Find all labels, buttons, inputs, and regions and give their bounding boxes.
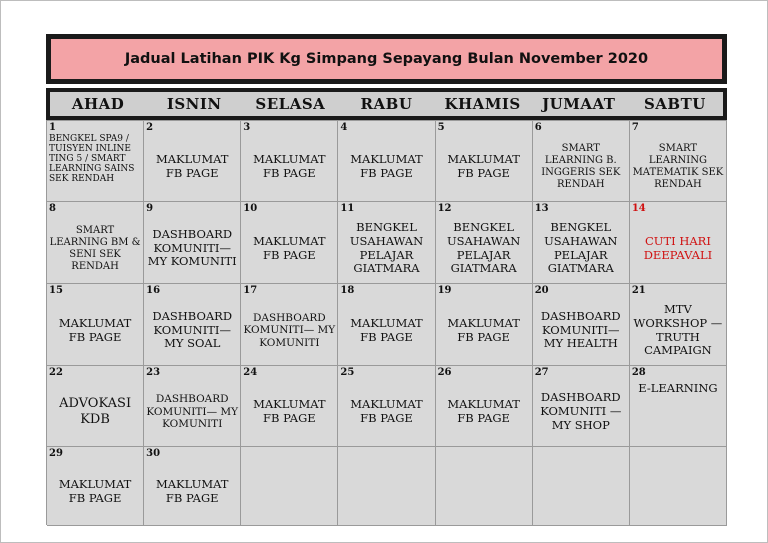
event-text: E-LEARNING bbox=[638, 381, 718, 395]
event-text: BENGKEL SPA9 / TUISYEN INLINE TING 5 / SMART LEARNING SAINS SEK RENDAH bbox=[49, 134, 135, 185]
calendar-cell bbox=[338, 284, 435, 366]
calendar-cell bbox=[630, 202, 727, 284]
event-text bbox=[338, 461, 434, 523]
day-header-sunday: AHAD bbox=[71, 95, 125, 113]
calendar-cell bbox=[436, 366, 533, 447]
calendar-cell bbox=[338, 366, 435, 447]
calendar-cell bbox=[630, 121, 727, 202]
event-text bbox=[436, 461, 532, 523]
weekday-header bbox=[46, 88, 727, 120]
schedule-title: Jadual Latihan PIK Kg Simpang Sepayang Bulan November 2020 bbox=[51, 39, 722, 79]
title-banner bbox=[46, 34, 727, 84]
date-number: 8 bbox=[49, 203, 56, 214]
calendar-cell-empty bbox=[338, 447, 435, 526]
date-number: 17 bbox=[243, 285, 258, 296]
holiday-text: CUTI HARI DEEPAVALI bbox=[643, 233, 713, 262]
calendar-cell bbox=[241, 284, 338, 366]
calendar-cell bbox=[338, 202, 435, 284]
date-number: 25 bbox=[340, 367, 355, 378]
event-text: ADVOKASI KDB bbox=[59, 396, 132, 427]
day-header-thursday: KHAMIS bbox=[444, 95, 521, 113]
date-number: 11 bbox=[340, 203, 355, 214]
date-number: 5 bbox=[437, 122, 445, 133]
event-text: BENGKEL USAHAWAN PELAJAR GIATMARA bbox=[544, 219, 618, 276]
event-text: MAKLUMAT FB PAGE bbox=[447, 152, 520, 180]
day-header-saturday: SABTU bbox=[643, 95, 706, 113]
day-header-friday: JUMAAT bbox=[542, 95, 616, 113]
event-text bbox=[533, 461, 629, 523]
date-number: 28 bbox=[631, 367, 646, 378]
calendar-cell bbox=[47, 447, 144, 526]
calendar-cell bbox=[436, 284, 533, 366]
event-text: SMART LEARNING B. INGGERIS SEK RENDAH bbox=[541, 143, 621, 190]
calendar-cell bbox=[533, 284, 630, 366]
calendar-cell bbox=[338, 121, 435, 202]
date-number: 14 bbox=[631, 203, 646, 214]
calendar-cell bbox=[630, 284, 727, 366]
date-number: 15 bbox=[49, 285, 63, 296]
calendar-cell bbox=[241, 202, 338, 284]
date-number: 4 bbox=[340, 122, 348, 133]
calendar-cell bbox=[144, 366, 241, 447]
date-number: 21 bbox=[631, 285, 646, 296]
date-number: 16 bbox=[146, 285, 161, 296]
event-text: MAKLUMAT FB PAGE bbox=[350, 397, 423, 425]
event-text: DASHBOARD KOMUNITI — MY SHOP bbox=[540, 390, 622, 432]
event-text: SMART LEARNING MATEMATIK SEK RENDAH bbox=[632, 143, 724, 190]
day-header-monday: ISNIN bbox=[166, 95, 222, 113]
calendar-cell bbox=[241, 366, 338, 447]
date-number: 19 bbox=[437, 285, 452, 296]
calendar-cell bbox=[533, 202, 630, 284]
event-text: SMART LEARNING BM & SENI SEK RENDAH bbox=[49, 224, 141, 272]
date-number: 13 bbox=[534, 203, 549, 214]
calendar-cell bbox=[630, 366, 727, 447]
day-header-wednesday: RABU bbox=[360, 95, 413, 113]
date-number: 12 bbox=[437, 203, 452, 214]
calendar-cell bbox=[47, 284, 144, 366]
calendar-grid bbox=[46, 120, 727, 525]
date-number: 30 bbox=[146, 448, 161, 459]
calendar-cell bbox=[533, 121, 630, 202]
date-number: 3 bbox=[243, 122, 251, 133]
event-text: MAKLUMAT FB PAGE bbox=[253, 152, 326, 180]
event-text: BENGKEL USAHAWAN PELAJAR GIATMARA bbox=[349, 219, 424, 276]
date-number: 1 bbox=[49, 122, 56, 133]
date-number: 10 bbox=[243, 203, 258, 214]
date-number: 29 bbox=[49, 448, 63, 459]
event-text: MAKLUMAT FB PAGE bbox=[58, 477, 132, 505]
date-number: 22 bbox=[49, 367, 63, 378]
date-number: 24 bbox=[243, 367, 258, 378]
calendar-cell bbox=[436, 202, 533, 284]
event-text: DASHBOARD KOMUNITI— MY SOAL bbox=[152, 308, 233, 351]
calendar-cell-empty bbox=[241, 447, 338, 526]
calendar-cell bbox=[144, 447, 241, 526]
calendar-cell bbox=[144, 284, 241, 366]
calendar-cell bbox=[144, 202, 241, 284]
calendar-cell bbox=[47, 121, 144, 202]
event-text: DASHBOARD KOMUNITI— MY KOMUNITI bbox=[243, 311, 336, 349]
event-text: MAKLUMAT FB PAGE bbox=[155, 152, 229, 180]
event-text: MAKLUMAT FB PAGE bbox=[58, 315, 132, 344]
event-text: DASHBOARD KOMUNITI— MY KOMUNITI bbox=[146, 393, 239, 431]
event-text: DASHBOARD KOMUNITI— MY HEALTH bbox=[540, 308, 621, 351]
day-header-tuesday: SELASA bbox=[255, 95, 326, 113]
event-text: MAKLUMAT FB PAGE bbox=[350, 315, 423, 344]
event-text: BENGKEL USAHAWAN PELAJAR GIATMARA bbox=[446, 219, 521, 276]
event-text: DASHBOARD KOMUNITI— MY KOMUNITI bbox=[147, 226, 237, 269]
calendar-cell bbox=[47, 366, 144, 447]
date-number: 23 bbox=[146, 367, 161, 378]
calendar-cell bbox=[436, 121, 533, 202]
date-number: 7 bbox=[631, 122, 639, 133]
date-number: 6 bbox=[534, 122, 542, 133]
calendar-cell bbox=[47, 202, 144, 284]
calendar-cell bbox=[241, 121, 338, 202]
event-text bbox=[241, 461, 337, 523]
event-text: MTV WORKSHOP — TRUTH CAMPAIGN bbox=[633, 301, 723, 358]
calendar-cell bbox=[533, 366, 630, 447]
date-number: 2 bbox=[146, 122, 154, 133]
calendar-cell bbox=[144, 121, 241, 202]
date-number: 9 bbox=[146, 203, 154, 214]
event-text bbox=[630, 461, 726, 523]
event-text: MAKLUMAT FB PAGE bbox=[350, 152, 423, 180]
event-text: MAKLUMAT FB PAGE bbox=[253, 397, 326, 425]
event-text: MAKLUMAT FB PAGE bbox=[447, 397, 520, 425]
date-number: 26 bbox=[437, 367, 452, 378]
calendar-cell-empty bbox=[630, 447, 727, 526]
date-number: 18 bbox=[340, 285, 355, 296]
date-number: 20 bbox=[534, 285, 549, 296]
calendar-cell-empty bbox=[436, 447, 533, 526]
event-text: MAKLUMAT FB PAGE bbox=[447, 315, 520, 344]
date-number: 27 bbox=[534, 367, 549, 378]
event-text: MAKLUMAT FB PAGE bbox=[155, 477, 229, 505]
calendar-cell-empty bbox=[533, 447, 630, 526]
event-text: MAKLUMAT FB PAGE bbox=[253, 233, 326, 262]
